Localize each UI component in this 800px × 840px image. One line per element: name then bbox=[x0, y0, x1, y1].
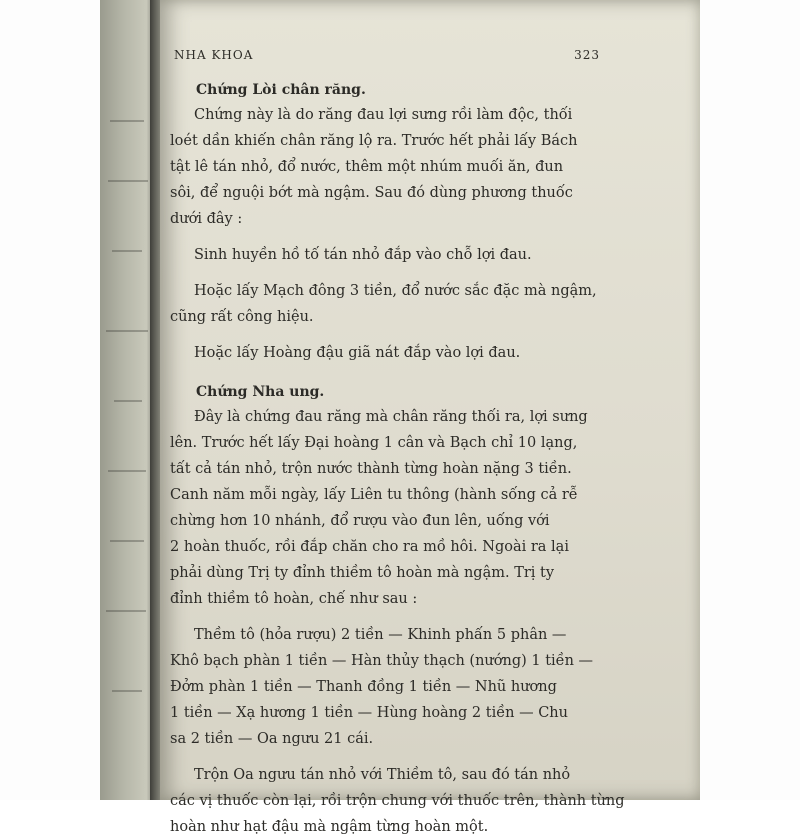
text-line: 2 hoàn thuốc, rồi đắp chăn cho ra mồ hôi. Ngoài ra lại bbox=[170, 539, 569, 555]
section-loi-chan-rang bbox=[170, 82, 618, 366]
page-content bbox=[170, 82, 625, 840]
running-head: NHA KHOA bbox=[174, 48, 254, 62]
text-line: Khô bạch phàn 1 tiền — Hàn thủy thạch (nướng) 1 tiền — bbox=[170, 653, 594, 669]
paragraph bbox=[170, 762, 625, 840]
text-line: 1 tiền — Xạ hương 1 tiền — Hùng hoàng 2 tiền — Chu bbox=[170, 705, 568, 721]
paragraph bbox=[170, 404, 618, 612]
text-line: Chứng này là do răng đau lợi sưng rồi làm độc, thối bbox=[194, 107, 573, 123]
text-line: dưới đây : bbox=[170, 211, 243, 227]
text-line: loét dần khiến chân răng lộ ra. Trước hết phải lấy Bách bbox=[170, 133, 578, 149]
text-line: cũng rất công hiệu. bbox=[170, 309, 314, 325]
text-line: các vị thuốc còn lại, rồi trộn chung với thuốc trên, thành từng bbox=[170, 793, 625, 809]
paragraph bbox=[170, 622, 618, 752]
text-line: Trộn Oa ngưu tán nhỏ với Thiềm tô, sau đó tán nhỏ bbox=[194, 767, 571, 783]
text-line: tất cả tán nhỏ, trộn nước thành từng hoàn nặng 3 tiền. bbox=[170, 461, 572, 477]
section-heading: Chứng Lòi chân răng. bbox=[196, 82, 366, 98]
page-number: 323 bbox=[574, 48, 600, 62]
text-line: lên. Trước hết lấy Đại hoàng 1 cân và Bạch chỉ 10 lạng, bbox=[170, 435, 578, 451]
text-line: chừng hơn 10 nhánh, đổ rượu vào đun lên, uống với bbox=[170, 513, 550, 529]
text-line: Thềm tô (hỏa rượu) 2 tiền — Khinh phấn 5 phân — bbox=[194, 627, 567, 643]
text-line: Đởm phàn 1 tiền — Thanh đồng 1 tiền — Nhũ hương bbox=[170, 679, 557, 695]
text-line: sôi, để nguội bớt mà ngậm. Sau đó dùng phương thuốc bbox=[170, 185, 573, 201]
text-line: Canh năm mỗi ngày, lấy Liên tu thông (hành sống cả rễ bbox=[170, 487, 578, 503]
text-line: Hoặc lấy Hoàng đậu giã nát đắp vào lợi đau. bbox=[194, 345, 521, 361]
section-nha-ung bbox=[170, 384, 625, 840]
text-line: Hoặc lấy Mạch đông 3 tiền, đổ nước sắc đặc mà ngậm, bbox=[194, 283, 597, 299]
paragraph bbox=[170, 278, 618, 330]
section-heading: Chứng Nha ung. bbox=[196, 384, 325, 400]
text-line: Đây là chứng đau răng mà chân răng thối ra, lợi sưng bbox=[194, 409, 588, 425]
paragraph bbox=[170, 102, 618, 232]
text-line: phải dùng Trị ty đỉnh thiềm tô hoàn mà ngậm. Trị ty bbox=[170, 565, 555, 581]
text-line: tật lê tán nhỏ, đổ nước, thêm một nhúm muối ăn, đun bbox=[170, 159, 564, 175]
text-line: đỉnh thiềm tô hoàn, chế như sau : bbox=[170, 591, 418, 607]
paragraph bbox=[170, 340, 618, 366]
text-line: Sinh huyền hồ tố tán nhỏ đắp vào chỗ lợi đau. bbox=[194, 247, 532, 263]
text-line: sa 2 tiền — Oa ngưu 21 cái. bbox=[170, 731, 374, 747]
text-line: hoàn như hạt đậu mà ngậm từng hoàn một. bbox=[170, 819, 489, 835]
paragraph bbox=[170, 242, 618, 268]
